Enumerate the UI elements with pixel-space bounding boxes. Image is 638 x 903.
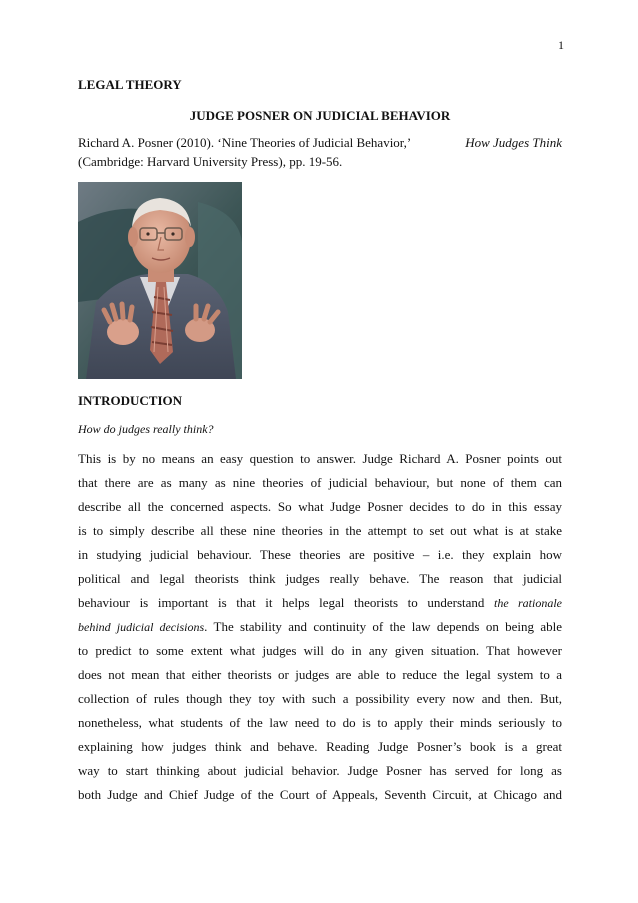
body-line: does not mean that either theorists or judges are able to reduce the legal system to a — [78, 667, 562, 682]
body-line — [78, 593, 562, 617]
section-question: How do judges really think? — [78, 422, 214, 436]
body-line: collection of rules though they toy with such a possibility every now and then. But, — [78, 691, 562, 706]
citation-text: Richard A. Posner (2010). ‘Nine Theories of Judicial Behavior,’ — [78, 135, 412, 150]
citation-line-2: (Cambridge: Harvard University Press), pp. 19-56. — [78, 154, 343, 169]
section-heading: INTRODUCTION — [78, 393, 183, 408]
body-line — [78, 617, 562, 641]
section-label: LEGAL THEORY — [78, 77, 182, 92]
body-line-text: behaviour is important is that it helps legal theorists to understand — [78, 595, 494, 610]
body-line: This is by no means an easy question to answer. Judge Richard A. Posner points out — [78, 451, 562, 466]
citation-book-title: How Judges Think — [465, 135, 562, 150]
body-line: in studying judicial behaviour. These theories are positive – i.e. they explain how — [78, 547, 562, 562]
body-line: nonetheless, what students of the law need to do is to apply their minds seriously to — [78, 715, 562, 730]
body-line: political and legal theorists think judges really behave. The reason that judicial — [78, 571, 562, 586]
body-line: both Judge and Chief Judge of the Court of Appeals, Seventh Circuit, at Chicago and — [78, 787, 562, 802]
portrait-photo — [78, 182, 242, 379]
body-line: to predict to some extent what judges will do in any given situation. That however — [78, 643, 562, 658]
document-title: JUDGE POSNER ON JUDICIAL BEHAVIOR — [189, 108, 451, 123]
page-number: 1 — [558, 38, 564, 52]
body-paragraph — [78, 449, 562, 809]
body-line: is to simply describe all these nine theories in the attempt to set out what is at stake — [78, 523, 562, 538]
body-line: explaining how judges think and behave. Reading Judge Posner’s book is a great — [78, 739, 562, 754]
body-line-text: . The stability and continuity of the law depends on being able — [204, 619, 562, 634]
emphasis-text: behind judicial decisions — [78, 620, 205, 634]
citation — [78, 133, 562, 171]
emphasis-text: the rationale — [493, 596, 562, 610]
body-line: describe all the concerned aspects. So what Judge Posner decides to do in this essay — [78, 499, 562, 514]
body-line: that there are as many as nine theories of judicial behaviour, but none of them can — [78, 475, 562, 490]
citation-line-1 — [78, 133, 562, 152]
body-line: way to start thinking about judicial behavior. Judge Posner has served for long as — [78, 763, 562, 778]
